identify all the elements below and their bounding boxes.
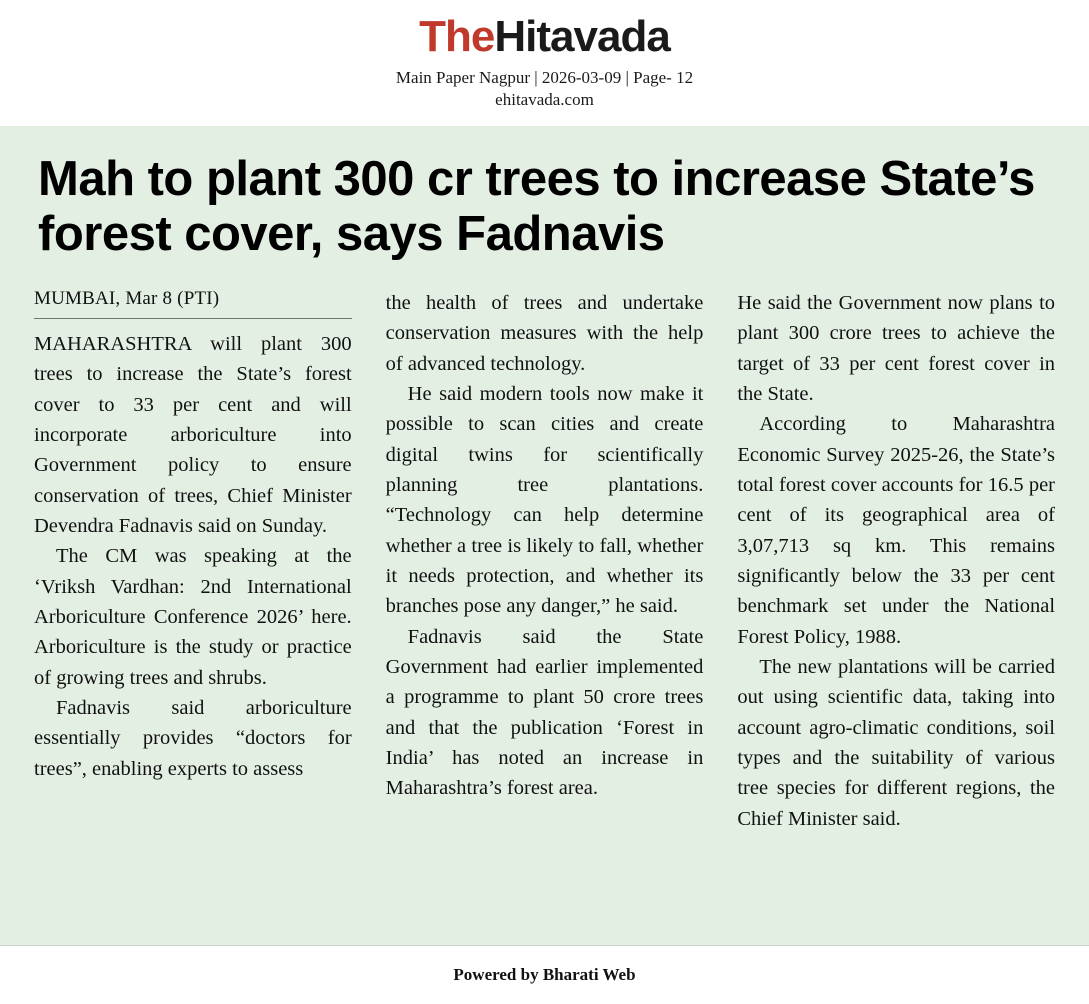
paragraph: He said modern tools now make it possible to scan cities and create digital twins for scientifically planning tree plantations. “Technology can help determine whether a tree is likely to fall, whether it needs protection, and whether its branches pose any danger,” he said.: [385, 382, 704, 618]
page-footer: [0, 945, 1089, 1004]
page-title: Mah to plant 300 cr trees to increase State’s forest cover, says Fadnavis: [38, 152, 1035, 262]
logo-the-text: The: [419, 12, 495, 61]
masthead: [0, 0, 1089, 110]
paragraph: the health of trees and undertake conservation measures with the help of advanced technology.: [385, 291, 704, 375]
paragraph: The CM was speaking at the ‘Vriksh Vardhan: 2nd International Arboriculture Conference 2026’ here. Arboriculture is the study or practice of growing trees and shrubs.: [34, 545, 352, 689]
logo-hitavada-text: Hitavada: [494, 12, 670, 61]
paragraph: MAHARASHTRA will plant 300 trees to increase the State’s forest cover to 33 per cent and will incorporate arboriculture into Government policy to ensure conservation of trees, Chief Minister Devendra Fadnavis said on Sunday.: [34, 332, 352, 537]
paragraph: He said the Government now plans to plant 300 crore trees to achieve the target of 33 per cent forest cover in the State.: [737, 291, 1056, 405]
paragraph: Fadnavis said arboriculture essentially provides “doctors for trees”, enabling experts to assess: [34, 696, 352, 780]
paragraph: Fadnavis said the State Government had earlier implemented a programme to plant 50 crore trees and that the publication ‘Forest in India’ has noted an increase in Maharashtra’s forest area.: [385, 625, 704, 800]
dateline: MUMBAI, Mar 8 (PTI): [34, 288, 352, 319]
website-url: ehitavada.com: [495, 90, 594, 110]
article-column-1: [34, 288, 352, 834]
paragraph: The new plantations will be carried out using scientific data, taking into account agro-climatic conditions, soil types and the suitability of various tree species for different regions, the Chief Minister said.: [737, 655, 1056, 830]
article-container: [0, 126, 1089, 945]
edition-meta: Main Paper Nagpur | 2026-03-09 | Page- 12: [395, 68, 694, 88]
article-columns: [34, 288, 1055, 834]
footer-credit: Powered by Bharati Web: [453, 965, 636, 984]
publication-logo: [0, 14, 1089, 60]
paragraph: According to Maharashtra Economic Survey 2025-26, the State’s total forest cover accounts for 16.5 per cent of its geographical area of 3,07,713 sq km. This remains significantly below the 33 per cent benchmark set under the National Forest Policy, 1988.: [737, 413, 1056, 648]
article-column-3: [737, 288, 1055, 834]
article-column-2: [386, 288, 704, 834]
